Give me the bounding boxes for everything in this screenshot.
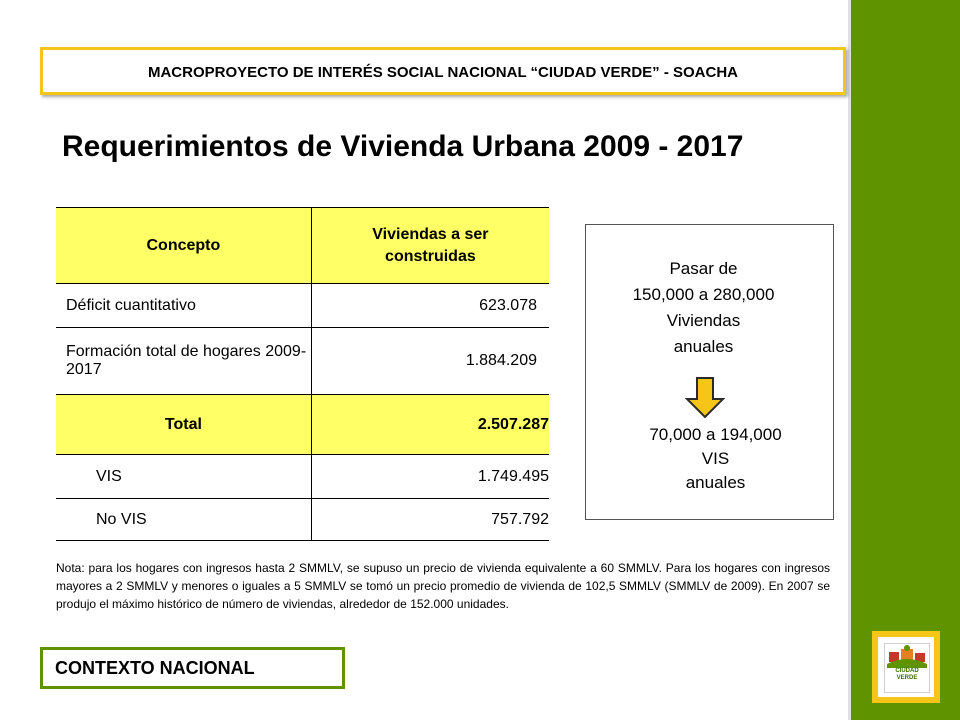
projection-line: Viviendas bbox=[666, 311, 741, 330]
table-row bbox=[56, 455, 549, 499]
row-concept: No VIS bbox=[56, 499, 311, 541]
logo-text-line: VERDE bbox=[896, 675, 918, 681]
row-concept: Total bbox=[56, 395, 311, 455]
row-value: 2.507.287 bbox=[311, 395, 549, 455]
down-arrow-icon bbox=[685, 377, 725, 419]
requirements-table bbox=[56, 207, 549, 541]
page-title: Requerimientos de Vivienda Urbana 2009 - 2017 bbox=[62, 130, 744, 163]
row-concept: Déficit cuantitativo bbox=[56, 284, 311, 328]
projection-box bbox=[585, 224, 834, 520]
banner-text: MACROPROYECTO DE INTERÉS SOCIAL NACIONAL “CIUDAD VERDE” - SOACHA bbox=[147, 64, 739, 81]
logo-houses-icon bbox=[885, 644, 929, 668]
row-concept: VIS bbox=[56, 455, 311, 499]
table-total-row bbox=[56, 395, 549, 455]
context-label: CONTEXTO NACIONAL bbox=[55, 658, 255, 678]
row-value: 1.884.209 bbox=[311, 328, 549, 395]
projection-line: Pasar de bbox=[669, 259, 738, 278]
header-concept: Concepto bbox=[56, 208, 311, 284]
logo-text-line: CIUDAD bbox=[895, 668, 919, 674]
table-row bbox=[56, 328, 549, 395]
table-row bbox=[56, 499, 549, 541]
logo-inner bbox=[884, 643, 930, 693]
projection-line: 150,000 a 280,000 bbox=[632, 285, 775, 304]
projection-line: VIS bbox=[701, 449, 730, 468]
ciudad-verde-logo bbox=[872, 631, 940, 703]
projection-line: anuales bbox=[685, 473, 746, 492]
header-banner bbox=[40, 47, 846, 95]
footnote: Nota: para los hogares con ingresos hasta 2 SMMLV, se supuso un precio de vivienda equivalente a 60 SMMLV. Para los hogares con ingresos mayores a 2 SMMLV y menores o iguales a 5 SMMLV se tomó un precio promedio de vivienda de 102,5 SMMLV (SMMLV de 2009). En 2007 se produjo el máximo histórico de número de viviendas, alrededor de 152.000 unidades. bbox=[56, 561, 830, 611]
projection-line: anuales bbox=[673, 337, 734, 356]
logo-text bbox=[885, 668, 929, 682]
row-value: 623.078 bbox=[311, 284, 549, 328]
table-header-row bbox=[56, 208, 549, 284]
context-label-box bbox=[40, 647, 345, 689]
projection-text-top bbox=[586, 256, 821, 360]
table-row bbox=[56, 284, 549, 328]
header-viviendas-label: Viviendas a ser construidas bbox=[372, 225, 489, 265]
projection-line: 70,000 a 194,000 bbox=[649, 425, 782, 444]
row-value: 1.749.495 bbox=[311, 455, 549, 499]
header-viviendas bbox=[311, 208, 549, 284]
row-concept: Formación total de hogares 2009-2017 bbox=[56, 328, 311, 395]
projection-text-bottom bbox=[598, 423, 833, 495]
right-sidebar bbox=[848, 0, 960, 720]
row-value: 757.792 bbox=[311, 499, 549, 541]
